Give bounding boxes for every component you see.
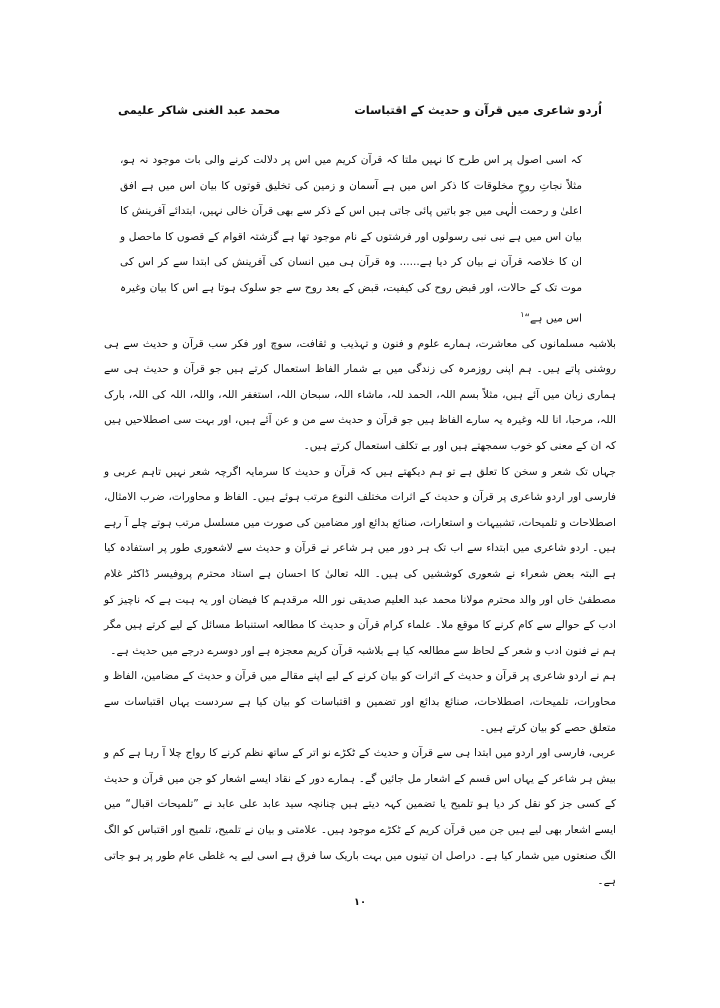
running-header	[118, 103, 602, 117]
block-quote-text: کہ اسی اصول پر اس طرح کا نہیں ملتا کہ قرآن کریم میں اس پر دلالت کرنے والی بات موجود نہ ہو، مثلاً نجاتِ روحِ مخلوقات کا ذکر اس میں ہے آسمان و زمین کی تخلیق قوتوں کا بیان اس میں ہے افق اعلیٰ و رحمت الٰہی میں جو باتیں پائی جاتی ہیں اس کے ذکر سے بھی قرآن خالی نہیں، ابتدائے آفرینش کا بیان اس میں ہے نبی نبی رسولوں اور فرشتوں کے نام موجود تھا ہے گزشتہ اقوام کے قصوں کا ماحصل و ان کا خلاصہ قرآن نے بیان کر دیا ہے...... وہ قرآن ہی میں انسان کی آفرینش کی ابتدا سے کر اس کی موت تک کے حالات، اور قبض روح کی کیفیت، قبض کے بعد روح سے جو سلوک ہوتا ہے اس کا بیان وغیرہ اس میں ہے“	[120, 154, 582, 325]
footnote-marker: ۱	[520, 309, 525, 319]
paragraph-poetry-influence: جہاں تک شعر و سخن کا تعلق ہے تو ہم دیکھتے ہیں کہ قرآن و حدیث کا سرمایہ اگرچہ شعر نہیں تاہم عربی و فارسی اور اردو شاعری پر قرآن و حدیث کے اثرات مختلف النوع مرتب ہوئے ہیں۔ الفاظ و محاورات، ضرب الامثال، اصطلاحات و تلمیحات، تشبیہات و استعارات، صنائع بدائع اور مضامین کی صورت میں مسلسل مرتب ہوتے چلے آ رہے ہیں۔ اردو شاعری میں ابتداء سے اب تک ہر دور میں ہر شاعر نے قرآن و حدیث سے لاشعوری طور پر استفادہ کیا ہے البتہ بعض شعراء نے شعوری کوششیں کی ہیں۔ اللہ تعالیٰ کا احسان ہے استاد محترم پروفیسر ڈاکٹر غلام مصطفیٰ خاں اور والد محترم مولانا محمد عبد العلیم صدیقی نور اللہ مرقدہم کا فیضان اور یہ ہیت ہے کہ ناچیز کو ادب کے حوالے سے کام کرنے کا موقع ملا۔ علماء کرام قرآن و حدیث کا مطالعہ استنباط مسائل کے لیے کرتے ہیں مگر ہم نے فنون ادب و شعر کے لحاظ سے مطالعہ کیا ہے بلاشبہ قرآن کریم معجزہ ہے اور دوسرے درجے میں حدیث ہے۔	[104, 465, 616, 657]
block-quote	[104, 148, 616, 332]
paragraph-muslim-society: بلاشبہ مسلمانوں کی معاشرت، ہمارے علوم و فنون و تہذیب و ثقافت، سوچ اور فکر سب قرآن و حدیث سے ہی روشنی پاتے ہیں۔ ہم اپنی روزمرہ کی زندگی میں بے شمار الفاظ استعمال کرتے ہیں جو قرآن و حدیث ہی سے ہماری زبان میں آئے ہیں، مثلاً بسم اللہ، الحمد للہ، ماشاء اللہ، سبحان اللہ، استغفر اللہ، واللہ، اللہ کی اللہ، بارک اللہ، مرحبا، انا للہ وغیرہ یہ سارے الفاظ ہیں جو قرآن و حدیث سے من و عن آئے ہیں، اور بہت سی اصطلاحیں ہیں کہ ان کے معنی کو خوب سمجھتے ہیں اور بے تکلف استعمال کرتے ہیں۔	[104, 337, 616, 453]
main-text	[104, 148, 616, 895]
paragraph-article-scope: ہم نے اردو شاعری پر قرآن و حدیث کے اثرات کو بیان کرنے کے لیے اپنے مقالے میں قرآن و حدیث کے مضامین، الفاظ و محاورات، تلمیحات، اصطلاحات، صنائع بدائع اور تضمین و اقتباسات کو بیان کیا ہے سردست یہاں اقتباسات سے متعلق حصے کو بیان کرتے ہیں۔	[104, 670, 616, 734]
header-book-title: اُردو شاعری میں قرآن و حدیث کے اقتباسات	[354, 103, 602, 117]
header-author-name: محمد عبد الغنی شاکر علیمی	[118, 103, 281, 117]
page-number: ۱۰	[353, 897, 367, 908]
paragraph-quotations: عربی، فارسی اور اردو میں ابتدا ہی سے قرآن و حدیث کے ٹکڑے نو اتر کے ساتھ نظم کرنے کا رواج چلا آ رہا ہے کم و بیش ہر شاعر کے یہاں اس قسم کے اشعار مل جائیں گے۔ ہمارے دور کے نقاد ایسے اشعار کو جن میں قرآن و حدیث کے کسی جز کو نقل کر دیا ہو تلمیح یا تضمین کہہ دیتے ہیں چنانچہ سید عابد علی عابد نے ”تلمیحات اقبال“ میں ایسے اشعار بھی لیے ہیں جن میں قرآن کریم کے ٹکڑے موجود ہیں۔ علامتی و بیان نے تلمیح، تلمیح اور اقتباس کو الگ الگ صنعتوں میں شمار کیا ہے۔ دراصل ان تینوں میں بہت باریک سا فرق ہے اسی لیے یہ غلطی عام طور پر ہو جاتی ہے۔	[104, 747, 616, 888]
